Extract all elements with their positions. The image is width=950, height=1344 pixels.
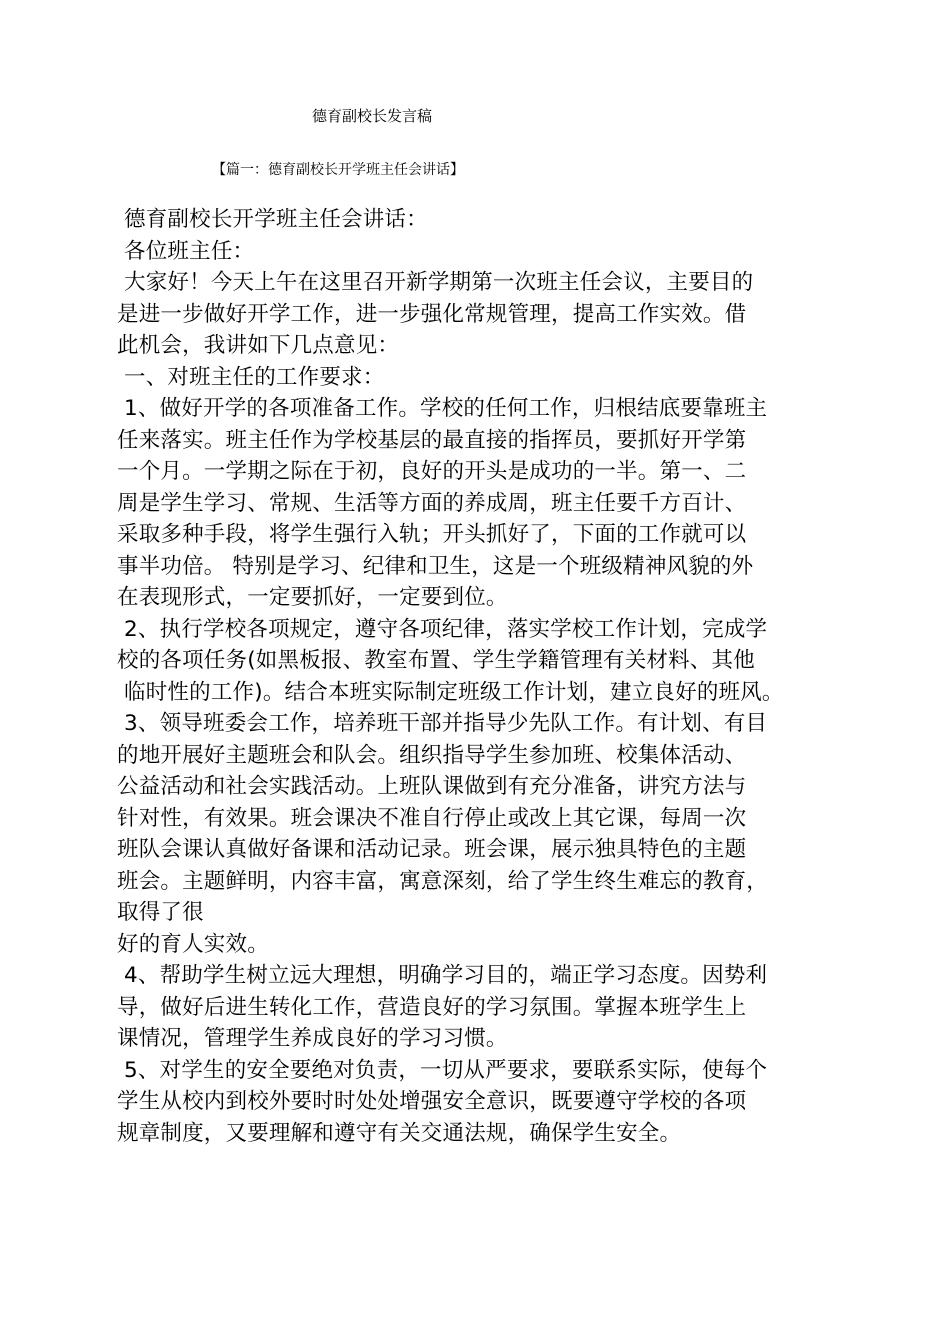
body-line: 1、做好开学的各项准备工作。学校的任何工作，归根结底要靠班主 <box>117 396 768 421</box>
body-line: 一个月。一学期之际在于初，良好的开头是成功的一半。第一、二 <box>117 459 747 484</box>
body-line: 周是学生学习、常规、生活等方面的养成周，班主任要千方百计、 <box>117 490 747 516</box>
body-line: 校的各项任务(如黑板报、教室布置、学生学籍管理有关材料、其他 <box>117 648 755 673</box>
body-line: 规章制度，又要理解和遵守有关交通法规，确保学生安全。 <box>117 1120 682 1146</box>
speech-body <box>117 204 862 1149</box>
document-title: 德育副校长发言稿 <box>312 107 433 125</box>
body-line: 针对性，有效果。班会课决不准自行停止或改上其它课，每周一次 <box>117 805 747 831</box>
body-line: 5、对学生的安全要绝对负责，一切从严要求，要联系实际，使每个 <box>117 1057 768 1083</box>
body-line: 学生从校内到校外要时时处处增强安全意识，既要遵守学校的各项 <box>117 1089 747 1114</box>
subsection-heading: 一、对班主任的工作要求： <box>117 364 385 390</box>
body-line: 临时性的工作)。结合本班实际制定班级工作计划，建立良好的班风。 <box>117 679 784 705</box>
section-heading: 【篇一：德育副校长开学班主任会讲话】 <box>212 162 464 178</box>
body-line: 课情况，管理学生养成良好的学习习惯。 <box>117 1026 508 1051</box>
body-line: 好的育人实效。 <box>117 931 269 957</box>
body-line: 在表现形式，一定要抓好，一定要到位。 <box>117 585 508 610</box>
body-line: 2、执行学校各项规定，遵守各项纪律，落实学校工作计划，完成学 <box>117 616 768 642</box>
body-line: 导，做好后进生转化工作，营造良好的学习氛围。掌握本班学生上 <box>117 994 747 1020</box>
speech-heading: 德育副校长开学班主任会讲话： <box>117 207 428 232</box>
body-line: 4、帮助学生树立远大理想，明确学习目的，端正学习态度。因势利 <box>117 963 768 988</box>
salutation: 各位班主任： <box>117 238 255 264</box>
body-line: 班会。主题鲜明，内容丰富，寓意深刻，给了学生终生难忘的教育， <box>117 868 769 894</box>
body-line: 是进一步做好开学工作，进一步强化常规管理，提高工作实效。借 <box>117 301 747 327</box>
body-line: 大家好！今天上午在这里召开新学期第一次班主任会议，主要目的 <box>117 270 754 295</box>
body-line: 此机会，我讲如下几点意见： <box>117 333 400 358</box>
body-line: 任来落实。班主任作为学校基层的最直接的指挥员，要抓好开学第 <box>117 427 747 453</box>
body-line: 的地开展好主题班会和队会。组织指导学生参加班、校集体活动、 <box>117 742 747 768</box>
body-line: 班队会课认真做好备课和活动记录。班会课，展示独具特色的主题 <box>117 837 747 862</box>
body-line: 事半功倍。 特别是学习、纪律和卫生，这是一个班级精神风貌的外 <box>117 553 754 579</box>
body-line: 3、领导班委会工作，培养班干部并指导少先队工作。有计划、有目 <box>117 711 768 736</box>
body-line: 公益活动和社会实践活动。上班队课做到有充分准备，讲究方法与 <box>117 774 747 799</box>
body-line: 取得了很 <box>117 900 204 925</box>
body-line: 采取多种手段，将学生强行入轨；开头抓好了，下面的工作就可以 <box>117 522 747 547</box>
